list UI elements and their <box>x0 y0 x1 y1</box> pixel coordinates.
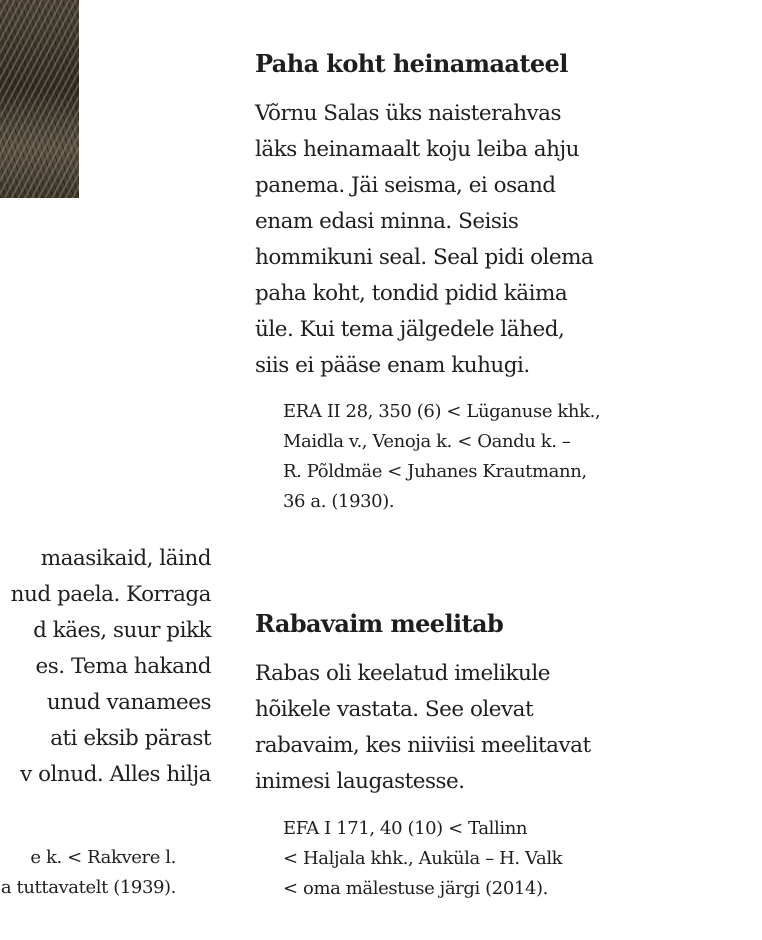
story-source-line: Maidla v., Venoja k. < Oandu k. – <box>283 431 571 452</box>
left-source-line: e k. < Rakvere l. <box>30 847 176 868</box>
story-body-line: paha koht, tondid pidid käima <box>255 281 568 306</box>
story-body-line: Rabas oli keelatud imelikule <box>255 661 550 686</box>
story-source-line: 36 a. (1930). <box>283 491 395 512</box>
story-body-line: panema. Jäi seisma, ei osand <box>255 173 556 198</box>
left-story-line: es. Tema hakand <box>35 654 211 679</box>
left-story-line: v olnud. Alles hilja <box>20 762 211 787</box>
photo-fragment <box>0 0 79 198</box>
left-story-line: nud paela. Korraga <box>10 582 211 607</box>
story-title: Paha koht heinamaateel <box>255 49 568 78</box>
story-body-line: hommikuni seal. Seal pidi olema <box>255 245 594 270</box>
story-source-line: R. Põldmäe < Juhanes Krautmann, <box>283 461 587 482</box>
left-story-line: d käes, suur pikk <box>33 618 211 643</box>
left-story-line: maasikaid, läind <box>40 546 211 571</box>
left-story-line: unud vanamees <box>46 690 211 715</box>
story-body-line: läks heinamaalt koju leiba ahju <box>255 137 579 162</box>
story-source-line: < Haljala khk., Auküla – H. Valk <box>283 848 563 869</box>
story-source-line: EFA I 171, 40 (10) < Tallinn <box>283 818 528 839</box>
story-body-line: enam edasi minna. Seisis <box>255 209 519 234</box>
story-body-line: hõikele vastata. See olevat <box>255 697 534 722</box>
story-source-line: < oma mälestuse järgi (2014). <box>283 878 548 899</box>
story-body-line: rabavaim, kes niiviisi meelitavat <box>255 733 591 758</box>
story-title: Rabavaim meelitab <box>255 609 504 638</box>
left-story-line: ati eksib pärast <box>50 726 211 751</box>
left-source-line: a tuttavatelt (1939). <box>0 877 176 898</box>
story-body-line: üle. Kui tema jälgedele lähed, <box>255 317 565 342</box>
story-source-line: ERA II 28, 350 (6) < Lüganuse khk., <box>283 401 601 422</box>
story-body-line: siis ei pääse enam kuhugi. <box>255 353 530 378</box>
story-body-line: Võrnu Salas üks naisterahvas <box>255 101 562 126</box>
story-body-line: inimesi laugastesse. <box>255 769 465 794</box>
